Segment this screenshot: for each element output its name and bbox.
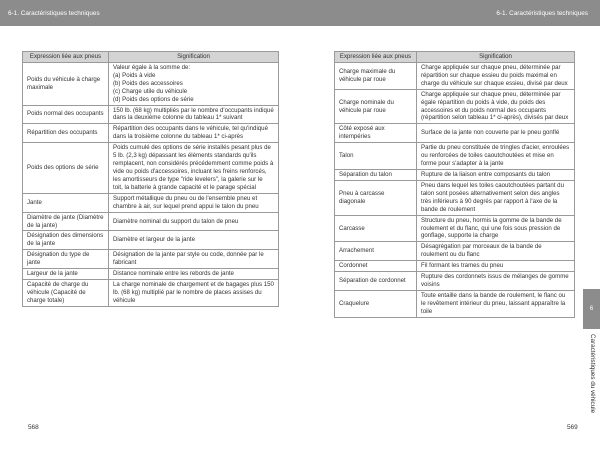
term-cell: Arrachement — [335, 242, 417, 261]
meaning-line: Diamètre et largeur de la jante — [113, 236, 195, 244]
meaning-cell — [417, 89, 575, 124]
meaning-line: (a) Poids à vide — [113, 71, 156, 79]
meaning-cell — [109, 231, 279, 250]
right-page-number: 569 — [567, 424, 578, 431]
meaning-line: Rupture de la liaison entre composants du talon — [421, 170, 551, 178]
table-row — [23, 212, 279, 231]
term-cell: Pneu à carcasse diagonale — [335, 180, 417, 215]
chapter-number: 6 — [589, 306, 594, 312]
table-row — [23, 105, 279, 124]
table-row — [335, 169, 575, 180]
table-row — [335, 180, 575, 215]
meaning-line: Partie du pneu constituée de tringles d'acier, enroulées ou renforcées de toiles caoutchoutées et mise en forme pour s'adapter à la jante — [421, 144, 570, 168]
right-tire-terms-table — [334, 51, 575, 318]
right-header-title: 6-1. Caractéristiques techniques — [496, 10, 588, 17]
term-cell: Côté exposé aux intempéries — [335, 124, 417, 143]
meaning-cell — [109, 212, 279, 231]
meaning-line: Charge appliquée sur chaque pneu, déterminée par répartition sur chaque essieu du poids maximal en charge du véhicule sur chaque essieu, divisé par deux — [421, 63, 568, 87]
table-row — [335, 143, 575, 170]
left-page-number: 568 — [28, 424, 39, 431]
term-cell: Poids du véhicule à charge maximale — [23, 62, 109, 105]
chapter-label: Caractéristiques du véhicule — [589, 334, 596, 414]
chapter-tab[interactable] — [583, 289, 600, 329]
meaning-line: Valeur égale à la somme de: — [113, 63, 191, 71]
term-cell: Séparation du talon — [335, 169, 417, 180]
meaning-cell — [109, 269, 279, 280]
column-header-term: Expression liée aux pneus — [335, 52, 417, 63]
term-cell: Séparation de cordonnet — [335, 272, 417, 291]
meaning-line: (d) Poids des options de série — [113, 95, 194, 103]
meaning-line: Fil formant les trames du pneu — [421, 262, 504, 270]
meaning-cell — [417, 180, 575, 215]
meaning-line: Support métallique du pneu ou de l'ensemble pneu et chambre à air, sur lequel prend appui le talon du pneu — [113, 194, 259, 210]
term-cell: Cordonnet — [335, 261, 417, 272]
meaning-line: Charge appliquée sur chaque pneu, déterminée par égale répartition du poids à vide, du poids des accessoires et du poids normal des occupants (répartition selon tableau 1* ci-après), divisés par deux — [421, 90, 569, 122]
table-row — [23, 62, 279, 105]
meaning-cell — [417, 242, 575, 261]
meaning-line: Surface de la jante non couverte par le pneu gonflé — [421, 129, 560, 137]
meaning-line: Désignation de la jante par style ou code, donnée par le fabricant — [113, 251, 264, 267]
table-row — [335, 261, 575, 272]
left-header-title: 6-1. Caractéristiques techniques — [8, 10, 100, 17]
table-row — [23, 143, 279, 194]
table-row — [335, 272, 575, 291]
term-cell: Désignation des dimensions de la jante — [23, 231, 109, 250]
meaning-cell — [417, 62, 575, 89]
meaning-line: Rupture des cordonnets issus de mélanges de gomme voisins — [421, 273, 569, 289]
term-cell: Jante — [23, 193, 109, 212]
table-row — [23, 269, 279, 280]
meaning-line: (b) Poids des accessoires — [113, 79, 183, 87]
term-cell: Talon — [335, 143, 417, 170]
meaning-line: Pneu dans lequel les toiles caoutchoutées partant du talon sont posées alternativement selon des angles très inférieurs à 90 degrés par rapport à l'axe de la bande de roulement — [421, 181, 564, 213]
meaning-line: La charge nominale de chargement et de bagages plus 150 lb. (68 kg) multiplié par le nombre de places assises du véhicule — [113, 281, 274, 304]
table-row — [335, 89, 575, 124]
meaning-cell — [417, 143, 575, 170]
left-tire-terms-table — [22, 51, 279, 307]
table-row — [335, 242, 575, 261]
meaning-cell — [109, 124, 279, 143]
meaning-line: Poids cumulé des options de série installés pesant plus de 5 lb. (2,3 kg) dépassant les éléments standards qu'ils remplacent, non considérés précédemment comme poids à vide ou poids d'accessoires, incluant les freins renforcés, les amortisseurs de type "ride levelers", la galerie sur le toit, la batterie à grande capacité et le parage spécial — [113, 144, 274, 191]
table-row — [335, 62, 575, 89]
table-row — [23, 250, 279, 269]
term-cell: Poids des options de série — [23, 143, 109, 194]
meaning-line: Structure du pneu, hormis la gomme de la bande de roulement et du flanc, qui une fois sous pression de gonflage, supporte la charge — [421, 216, 562, 240]
table-row — [335, 124, 575, 143]
meaning-cell — [417, 261, 575, 272]
meaning-line: Distance nominale entre les rebords de jante — [113, 270, 234, 278]
table-row — [23, 193, 279, 212]
meaning-cell — [109, 143, 279, 194]
meaning-cell — [417, 215, 575, 242]
column-header-meaning: Signification — [417, 52, 575, 63]
table-row — [23, 124, 279, 143]
term-cell: Carcasse — [335, 215, 417, 242]
term-cell: Largeur de la jante — [23, 269, 109, 280]
page-header — [0, 0, 600, 26]
meaning-cell — [417, 124, 575, 143]
meaning-line: Toute entaille dans la bande de roulement, le flanc ou le revêtement intérieur du pneu, laissant apparaître la toile — [421, 291, 566, 315]
meaning-cell — [109, 105, 279, 124]
table-row — [23, 280, 279, 307]
table-row — [335, 290, 575, 317]
table-row — [335, 215, 575, 242]
column-header-meaning: Signification — [109, 52, 279, 63]
table-row — [23, 231, 279, 250]
meaning-line: Diamètre nominal du support du talon de pneu — [113, 217, 239, 225]
meaning-cell — [417, 272, 575, 291]
meaning-line: (c) Charge utile du véhicule — [113, 87, 188, 95]
meaning-cell — [109, 62, 279, 105]
term-cell: Désignation du type de jante — [23, 250, 109, 269]
term-cell: Poids normal des occupants — [23, 105, 109, 124]
term-cell: Charge nominale du véhicule par roue — [335, 89, 417, 124]
term-cell: Charge maximale du véhicule par roue — [335, 62, 417, 89]
meaning-line: 150 lb. (68 kg) multipliés par le nombre d'occupants indiqué dans la deuxième colonne du tableau 1* suivant — [113, 106, 274, 122]
term-cell: Diamètre de jante (Diamètre de la jante) — [23, 212, 109, 231]
meaning-cell — [417, 169, 575, 180]
meaning-cell — [109, 280, 279, 307]
meaning-cell — [109, 250, 279, 269]
term-cell: Capacité de charge du véhicule (Capacité de charge totale) — [23, 280, 109, 307]
column-header-term: Expression liée aux pneus — [23, 52, 109, 63]
term-cell: Répartition des occupants — [23, 124, 109, 143]
meaning-cell — [417, 290, 575, 317]
term-cell: Craquelure — [335, 290, 417, 317]
meaning-line: Désagrégation par morceaux de la bande de roulement ou du flanc — [421, 243, 542, 259]
meaning-line: Répartition des occupants dans le véhicule, tel qu'indiqué dans la troisième colonne du tableau 1* ci-après — [113, 125, 268, 141]
meaning-cell — [109, 193, 279, 212]
